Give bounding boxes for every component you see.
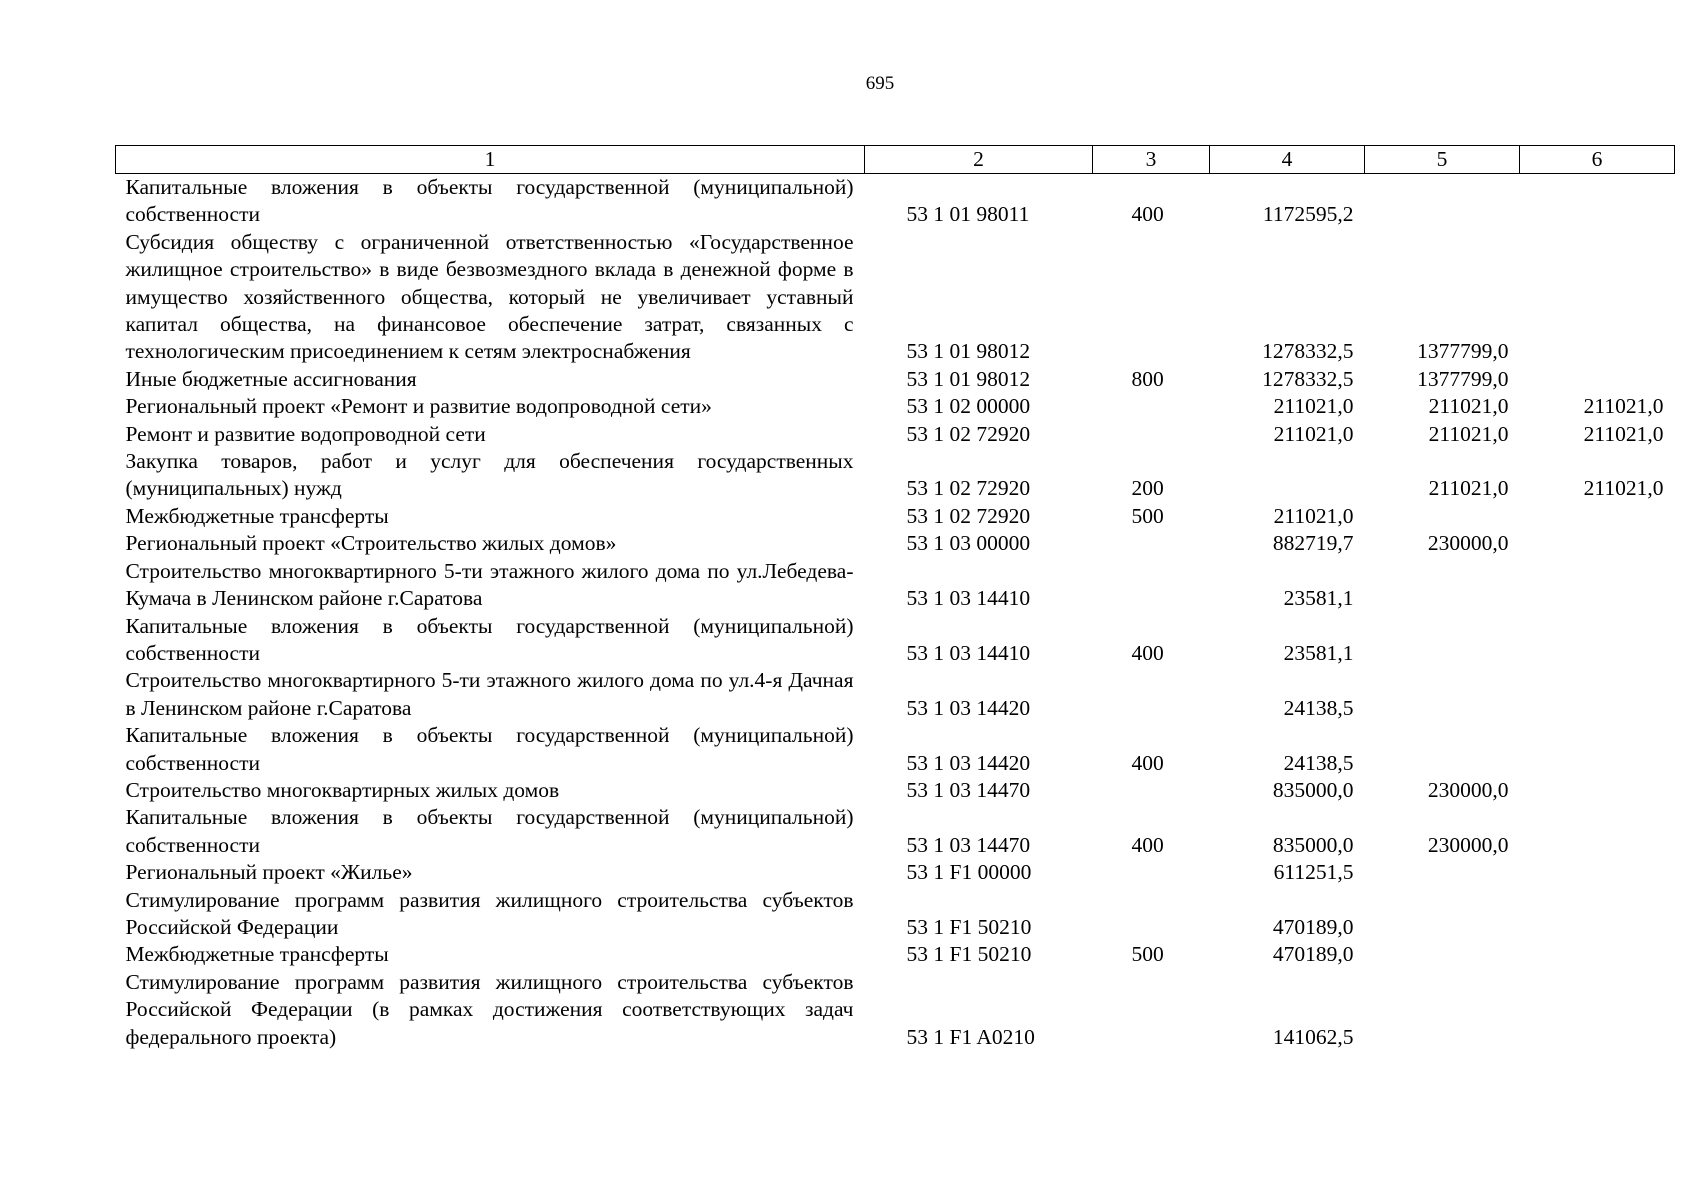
- row-value-col6-cell: 211021,0: [1583, 421, 1664, 446]
- table-row: [116, 366, 1675, 393]
- row-name-cell: Иные бюджетные ассигнования: [125, 366, 417, 391]
- table-row: [116, 859, 1675, 886]
- row-name-cell: Региональный проект «Жилье»: [125, 860, 413, 885]
- table-row: [116, 969, 1675, 1051]
- row-name-cell: Строительство многоквартирного 5-ти этажного жилого дома по ул.4-я Дачная в Ленинском районе г.Саратова: [125, 668, 854, 720]
- row-value-col4-cell: 470189,0: [1272, 914, 1354, 939]
- row-value-col6-cell: [1520, 859, 1675, 886]
- row-value-col4-cell: 835000,0: [1272, 832, 1354, 857]
- table-row: [116, 722, 1675, 777]
- row-expense-type-cell: 200: [1131, 476, 1164, 501]
- row-value-col6-cell: [1520, 667, 1675, 722]
- column-header-6: 6: [1520, 146, 1675, 174]
- row-expense-type-cell: 400: [1131, 640, 1164, 665]
- table-row: [116, 174, 1675, 229]
- row-expense-type-cell: 400: [1131, 202, 1164, 227]
- row-value-col5-cell: [1365, 969, 1520, 1051]
- column-header-2: 2: [865, 146, 1093, 174]
- row-expense-type-cell: [1093, 969, 1210, 1051]
- row-value-col6-cell: [1520, 174, 1675, 229]
- table-row: [116, 804, 1675, 859]
- row-value-col4-cell: 1172595,2: [1262, 202, 1354, 227]
- row-name-cell: Субсидия обществу с ограниченной ответственностью «Государственное жилищное строительство» в виде безвозмездного вклада в денежной форме в имущество хозяйственного общества, который не увеличивает уставный капитал общества, на финансовое обеспечение затрат, связанных с технологическим присоединением к сетям электроснабжения: [125, 229, 854, 364]
- row-value-col4-cell: 141062,5: [1272, 1024, 1354, 1049]
- table-row: [116, 421, 1675, 448]
- row-value-col5-cell: [1365, 667, 1520, 722]
- table-row: [116, 448, 1675, 503]
- row-value-col4-cell: 24138,5: [1283, 695, 1354, 720]
- row-code-cell: 53 1 F1 00000: [906, 860, 1032, 885]
- row-code-cell: 53 1 02 72920: [906, 503, 1031, 528]
- table-body: [116, 174, 1675, 1052]
- table-row: [116, 393, 1675, 420]
- row-expense-type-cell: [1093, 667, 1210, 722]
- row-value-col4-cell: 882719,7: [1272, 531, 1354, 556]
- row-expense-type-cell: [1093, 393, 1210, 420]
- table-row: [116, 777, 1675, 804]
- row-value-col6-cell: 211021,0: [1583, 394, 1664, 419]
- row-value-col4-cell: 1278332,5: [1262, 339, 1354, 364]
- row-value-col4-cell: 1278332,5: [1262, 366, 1354, 391]
- row-expense-type-cell: 400: [1131, 750, 1164, 775]
- row-value-col5-cell: [1365, 722, 1520, 777]
- row-expense-type-cell: [1093, 558, 1210, 613]
- table-row: [116, 613, 1675, 668]
- row-expense-type-cell: 500: [1131, 942, 1164, 967]
- row-value-col5-cell: [1365, 558, 1520, 613]
- row-value-col4-cell: 611251,5: [1273, 860, 1354, 885]
- row-name-cell: Капитальные вложения в объекты государственной (муниципальной) собственности: [125, 175, 854, 227]
- table-row: [116, 941, 1675, 968]
- row-name-cell: Межбюджетные трансферты: [125, 503, 389, 528]
- row-name-cell: Стимулирование программ развития жилищного строительства субъектов Российской Федерации: [125, 887, 854, 939]
- table-header: [116, 146, 1675, 174]
- budget-table: [115, 145, 1675, 1051]
- row-value-col6-cell: [1520, 229, 1675, 366]
- row-name-cell: Межбюджетные трансферты: [125, 942, 389, 967]
- row-value-col6-cell: [1520, 366, 1675, 393]
- row-code-cell: 53 1 03 14470: [906, 777, 1031, 802]
- row-value-col4-cell: 211021,0: [1273, 394, 1354, 419]
- row-name-cell: Региональный проект «Строительство жилых домов»: [125, 531, 617, 556]
- row-code-cell: 53 1 03 14410: [906, 586, 1031, 611]
- row-name-cell: Строительство многоквартирных жилых домов: [125, 777, 560, 802]
- row-expense-type-cell: [1093, 859, 1210, 886]
- row-value-col4-cell: 470189,0: [1272, 942, 1354, 967]
- row-code-cell: 53 1 03 14470: [906, 832, 1031, 857]
- row-value-col5-cell: [1365, 887, 1520, 942]
- row-name-cell: Стимулирование программ развития жилищного строительства субъектов Российской Федерации (в рамках достижения соответствующих задач федерального проекта): [125, 969, 854, 1049]
- row-value-col6-cell: [1520, 941, 1675, 968]
- row-code-cell: 53 1 01 98011: [906, 202, 1030, 227]
- row-expense-type-cell: 500: [1131, 503, 1164, 528]
- row-name-cell: Ремонт и развитие водопроводной сети: [125, 421, 486, 446]
- table-row: [116, 229, 1675, 366]
- row-value-col6-cell: [1520, 777, 1675, 804]
- row-code-cell: 53 1 02 00000: [906, 394, 1031, 419]
- row-name-cell: Капитальные вложения в объекты государственной (муниципальной) собственности: [125, 805, 854, 857]
- column-header-5: 5: [1365, 146, 1520, 174]
- row-value-col4-cell: 211021,0: [1273, 503, 1354, 528]
- row-value-col5-cell: [1365, 503, 1520, 530]
- row-name-cell: Региональный проект «Ремонт и развитие водопроводной сети»: [125, 394, 712, 419]
- row-value-col5-cell: 211021,0: [1428, 394, 1509, 419]
- row-value-col5-cell: [1365, 859, 1520, 886]
- row-expense-type-cell: 400: [1131, 832, 1164, 857]
- row-name-cell: Капитальные вложения в объекты государственной (муниципальной) собственности: [125, 613, 854, 665]
- table-row: [116, 503, 1675, 530]
- row-name-cell: Капитальные вложения в объекты государственной (муниципальной) собственности: [125, 723, 854, 775]
- row-name-cell: Закупка товаров, работ и услуг для обеспечения государственных (муниципальных) нужд: [125, 449, 854, 501]
- row-value-col5-cell: 1377799,0: [1417, 366, 1509, 391]
- page-number: 695: [865, 73, 895, 94]
- row-code-cell: 53 1 01 98012: [906, 366, 1031, 391]
- row-value-col5-cell: 211021,0: [1428, 421, 1509, 446]
- row-name-cell: Строительство многоквартирного 5-ти этажного жилого дома по ул.Лебедева-Кумача в Ленинском районе г.Саратова: [125, 558, 854, 611]
- row-code-cell: 53 1 03 14420: [906, 695, 1031, 720]
- row-value-col6-cell: [1520, 613, 1675, 668]
- row-expense-type-cell: [1093, 530, 1210, 557]
- row-value-col6-cell: [1520, 722, 1675, 777]
- row-value-col5-cell: [1365, 613, 1520, 668]
- row-value-col6-cell: [1520, 887, 1675, 942]
- row-value-col6-cell: [1520, 804, 1675, 859]
- row-value-col4-cell: 835000,0: [1272, 777, 1354, 802]
- row-value-col6-cell: 211021,0: [1583, 476, 1664, 501]
- row-value-col6-cell: [1520, 558, 1675, 613]
- column-header-1: 1: [116, 146, 865, 174]
- row-code-cell: 53 1 03 14420: [906, 750, 1031, 775]
- column-header-3: 3: [1093, 146, 1210, 174]
- row-value-col6-cell: [1520, 969, 1675, 1051]
- row-code-cell: 53 1 03 14410: [906, 640, 1031, 665]
- row-value-col6-cell: [1520, 530, 1675, 557]
- row-value-col5-cell: 230000,0: [1427, 531, 1509, 556]
- table-row: [116, 667, 1675, 722]
- row-code-cell: 53 1 F1 A0210: [906, 1024, 1035, 1049]
- row-value-col4-cell: 211021,0: [1273, 421, 1354, 446]
- row-value-col5-cell: [1365, 941, 1520, 968]
- row-value-col6-cell: [1520, 503, 1675, 530]
- table-row: [116, 558, 1675, 613]
- row-expense-type-cell: [1093, 229, 1210, 366]
- header-row: [116, 146, 1675, 174]
- row-value-col5-cell: 1377799,0: [1417, 339, 1509, 364]
- row-expense-type-cell: 800: [1131, 366, 1164, 391]
- row-expense-type-cell: [1093, 887, 1210, 942]
- row-value-col4-cell: 23581,1: [1283, 586, 1354, 611]
- row-value-col4-cell: [1210, 448, 1365, 503]
- row-value-col5-cell: 211021,0: [1428, 476, 1509, 501]
- row-code-cell: 53 1 F1 50210: [906, 942, 1032, 967]
- row-value-col4-cell: 23581,1: [1283, 640, 1354, 665]
- row-value-col5-cell: [1365, 174, 1520, 229]
- column-header-4: 4: [1210, 146, 1365, 174]
- row-code-cell: 53 1 01 98012: [906, 339, 1031, 364]
- row-code-cell: 53 1 02 72920: [906, 421, 1031, 446]
- table-row: [116, 887, 1675, 942]
- row-value-col5-cell: 230000,0: [1427, 777, 1509, 802]
- table-row: [116, 530, 1675, 557]
- row-expense-type-cell: [1093, 421, 1210, 448]
- row-expense-type-cell: [1093, 777, 1210, 804]
- row-code-cell: 53 1 02 72920: [906, 476, 1031, 501]
- row-code-cell: 53 1 03 00000: [906, 531, 1031, 556]
- row-code-cell: 53 1 F1 50210: [906, 914, 1032, 939]
- row-value-col4-cell: 24138,5: [1283, 750, 1354, 775]
- row-value-col5-cell: 230000,0: [1427, 832, 1509, 857]
